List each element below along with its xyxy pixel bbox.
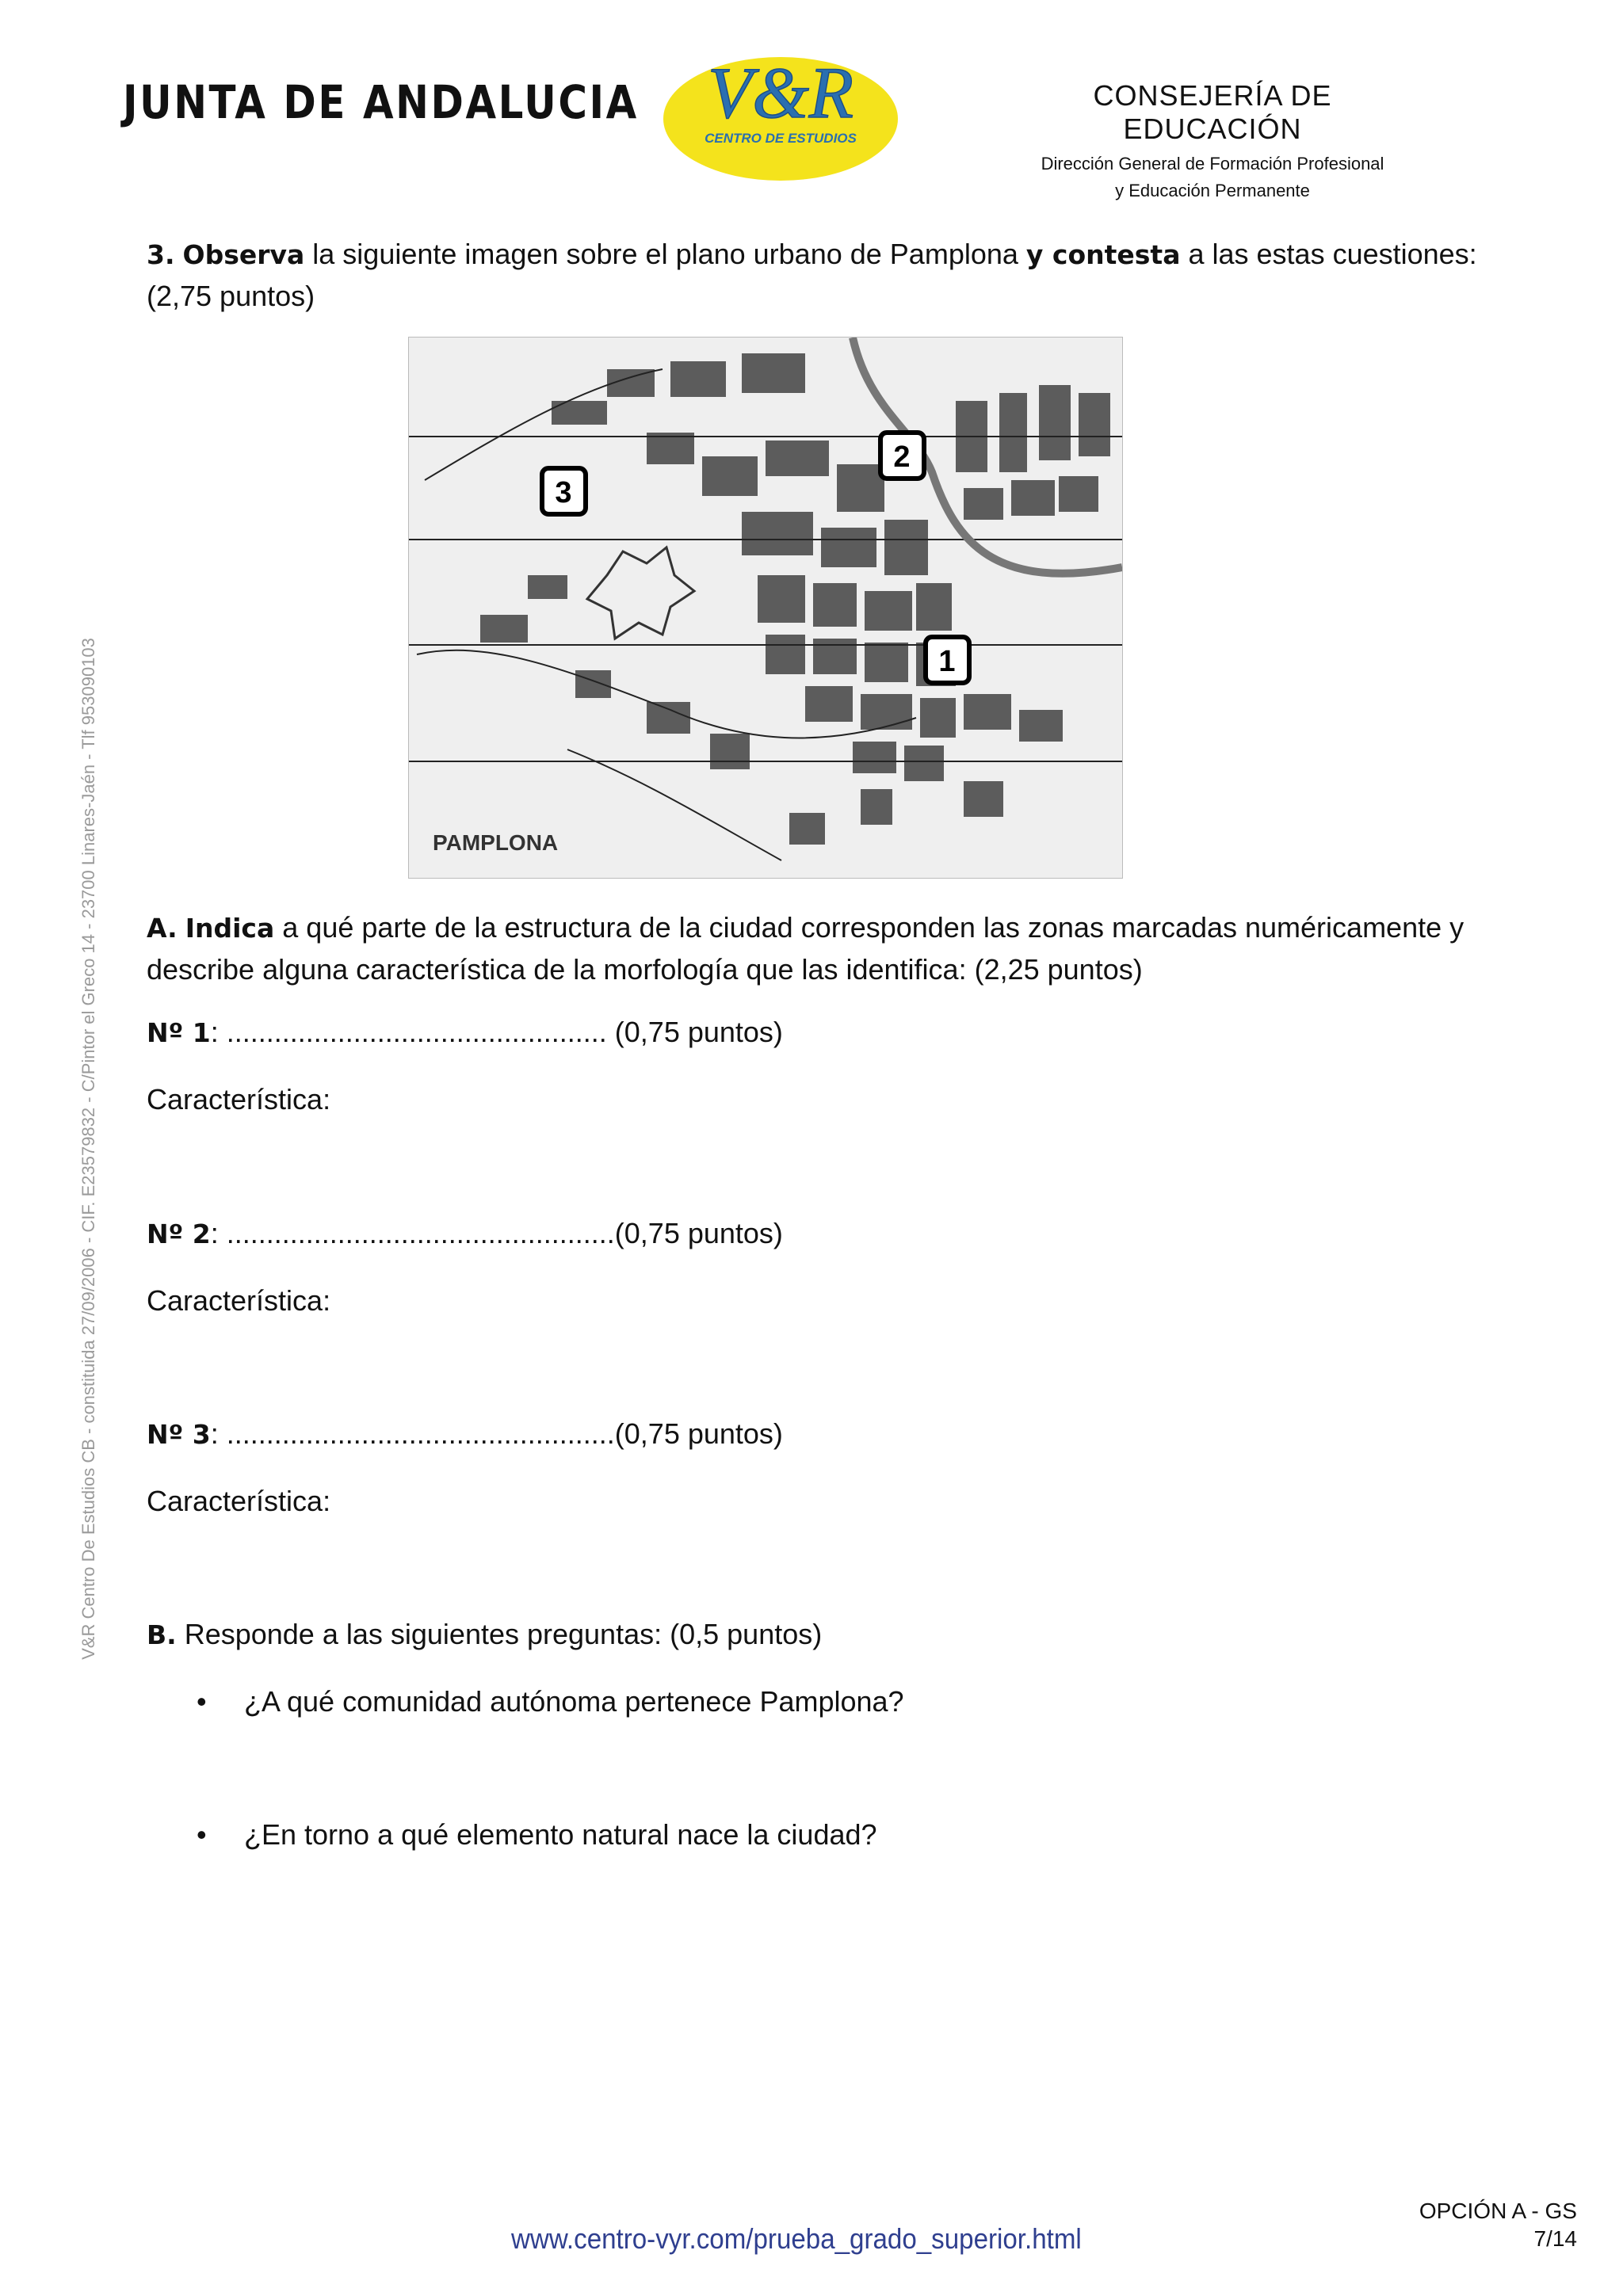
map-marker-3 [542, 468, 586, 514]
map-marker-1 [926, 637, 969, 683]
question-verb-contesta: y contesta [1025, 239, 1181, 270]
item-3-dots: : .................................................(0,75 puntos) [210, 1417, 783, 1450]
item-2-characteristic: Característica: [147, 1284, 331, 1317]
item-1-dots: : ................................................ (0,75 puntos) [210, 1016, 783, 1048]
bullet-1: • [197, 1685, 207, 1718]
ministry-block [1006, 79, 1419, 201]
svg-text:1: 1 [938, 645, 956, 678]
brand-title: JUNTA DE ANDALUCIA [123, 75, 639, 129]
part-a-text: a qué parte de la estructura de la ciudad corresponden las zonas marcadas numéricamente y describe alguna característica de la morfología que las identifica: (2,25 puntos) [147, 911, 1465, 986]
pamplona-map [408, 337, 1123, 879]
item-2-dots: : .................................................(0,75 puntos) [210, 1217, 783, 1249]
ministry-title: CONSEJERÍA DE EDUCACIÓN [1093, 79, 1332, 145]
item-2-label: Nº 2 [147, 1219, 211, 1249]
svg-text:2: 2 [893, 441, 911, 474]
logo-text: V&R [708, 52, 854, 133]
part-b-question-2: ¿En torno a qué elemento natural nace la ciudad? [244, 1818, 877, 1851]
part-b-question-1: ¿A qué comunidad autónoma pertenece Pamplona? [244, 1685, 904, 1718]
item-3-characteristic: Característica: [147, 1485, 331, 1517]
map-marker-2 [880, 433, 924, 479]
svg-text:3: 3 [555, 476, 572, 509]
footer-url-link[interactable]: www.centro-vyr.com/prueba_grado_superior.html [511, 2222, 1082, 2255]
item-1-label: Nº 1 [147, 1017, 211, 1048]
ministry-subtitle-1: Dirección General de Formación Profesional [1041, 154, 1384, 174]
ministry-subtitle-2: y Educación Permanente [1115, 181, 1310, 200]
part-a-verb: Indica [185, 913, 275, 944]
question-number: 3. [147, 239, 175, 270]
footer-page-number: 7/14 [1533, 2226, 1577, 2251]
side-legal-text: V&R Centro De Estudios CB - constituida 27/09/2006 - CIF. E23579832 - C/Pintor el Greco 14 - 23700 Linares-Jaén - Tlf 953090103 [78, 638, 98, 1660]
part-b-statement [147, 1615, 822, 1655]
item-1-line [147, 1013, 783, 1053]
vr-logo [662, 40, 899, 186]
question-text-2: a las estas cuestiones: (2,75 puntos) [147, 238, 1477, 312]
question-verb-observa: Observa [182, 239, 305, 270]
bullet-2: • [197, 1818, 207, 1851]
question-statement [147, 234, 1486, 317]
logo-subtext: CENTRO DE ESTUDIOS [705, 131, 857, 146]
question-text-1: la siguiente imagen sobre el plano urbano de Pamplona [304, 238, 1026, 270]
map-label: PAMPLONA [433, 830, 559, 855]
item-1-characteristic: Característica: [147, 1083, 331, 1116]
part-a-statement [147, 907, 1486, 990]
part-b-text: Responde a las siguientes preguntas: (0,5 puntos) [176, 1618, 823, 1650]
item-3-line [147, 1414, 783, 1455]
item-3-label: Nº 3 [147, 1419, 211, 1450]
item-2-line [147, 1214, 783, 1254]
part-b-label: B. [147, 1619, 177, 1650]
footer-option: OPCIÓN A - GS [1419, 2199, 1577, 2223]
part-a-label: A. [147, 913, 178, 944]
